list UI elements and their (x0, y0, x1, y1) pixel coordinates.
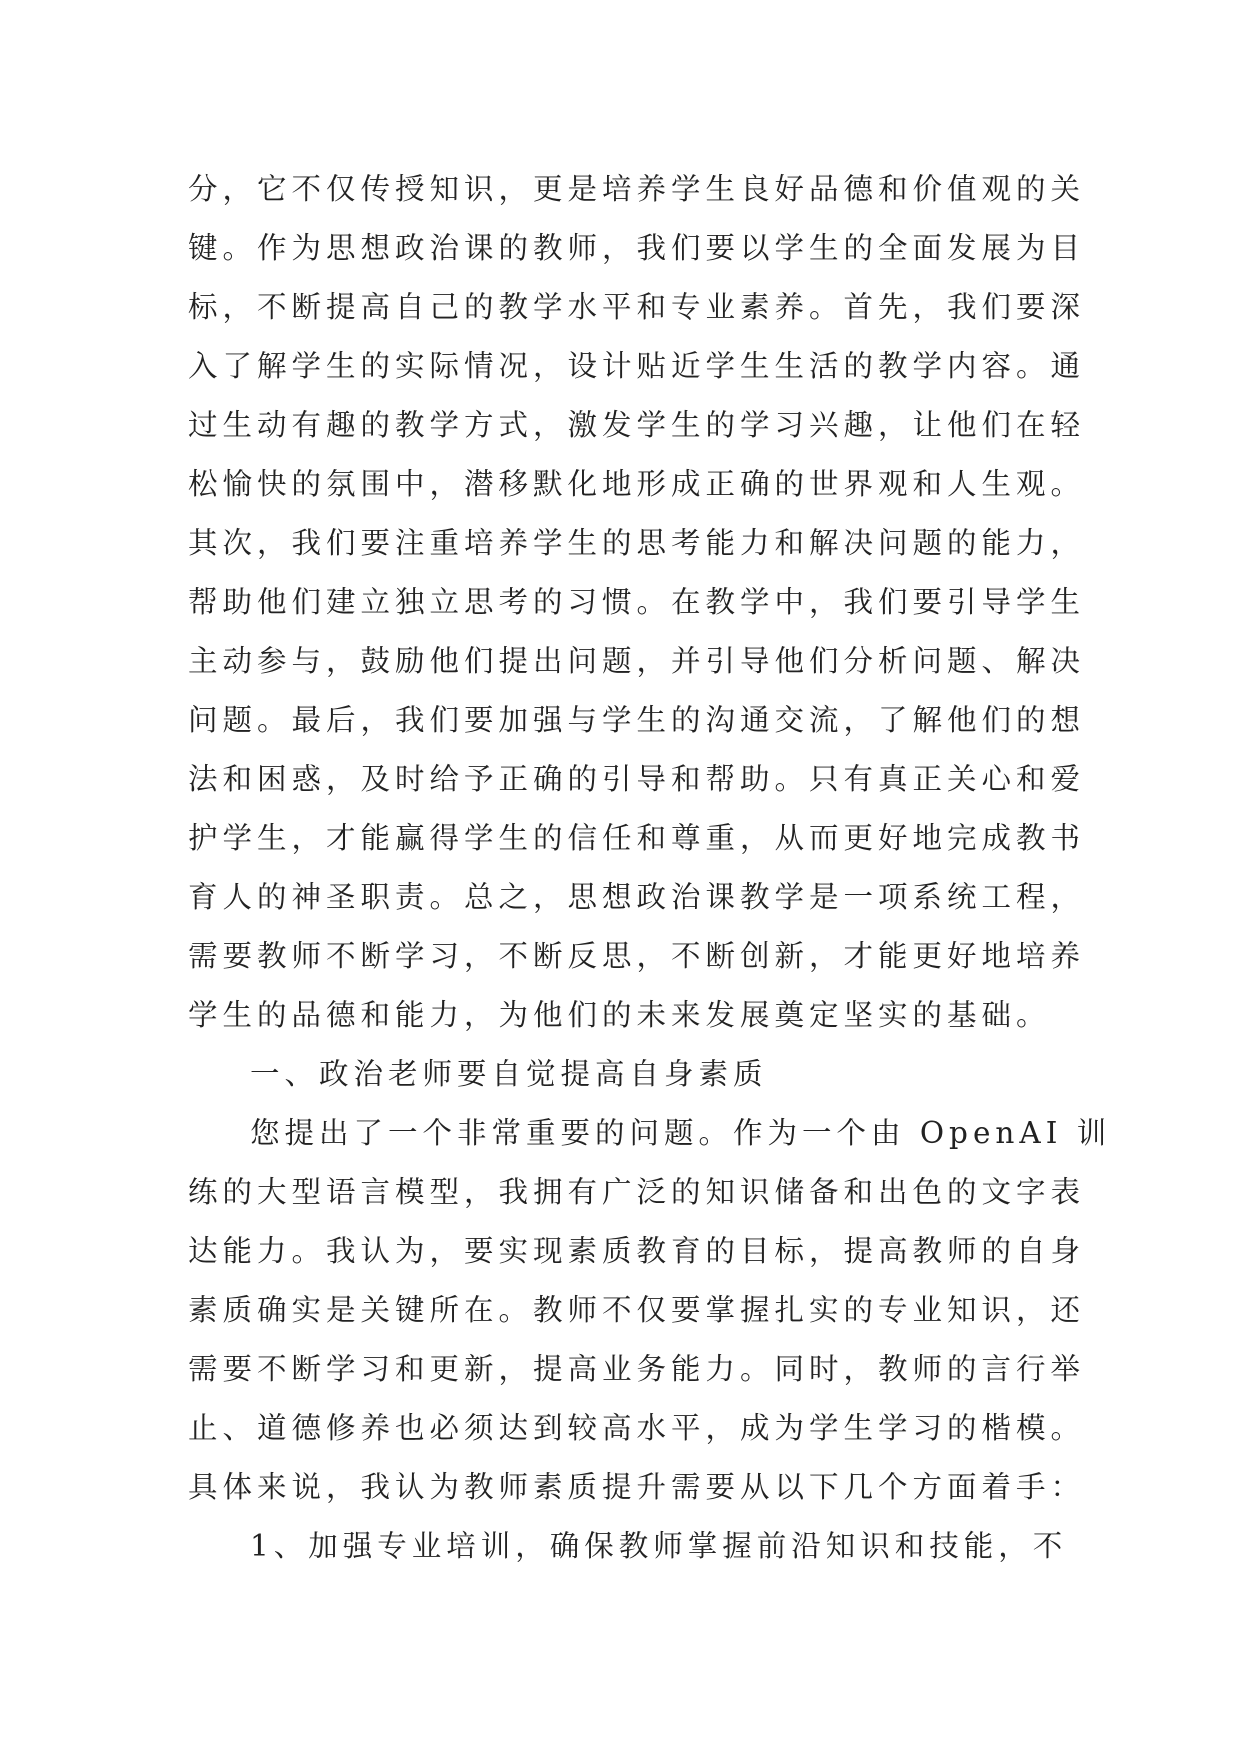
text-line: 具体来说，我认为教师素质提升需要从以下几个方面着手： (188, 1470, 1086, 1504)
text-line: 素质确实是关键所在。教师不仅要掌握扎实的专业知识，还 (188, 1293, 1086, 1327)
text-line: 帮助他们建立独立思考的习惯。在教学中，我们要引导学生 (188, 585, 1086, 619)
text-line: 松愉快的氛围中，潜移默化地形成正确的世界观和人生观。 (188, 467, 1086, 501)
text-line: 主动参与，鼓励他们提出问题，并引导他们分析问题、解决 (188, 644, 1086, 678)
text-line: 您提出了一个非常重要的问题。作为一个由 OpenAI 训 (250, 1116, 1112, 1150)
paragraph (188, 1104, 1112, 1517)
paragraph-continued (188, 160, 1086, 1045)
text-line: 法和困惑，及时给予正确的引导和帮助。只有真正关心和爱 (188, 762, 1086, 796)
list-item: 1、加强专业培训，确保教师掌握前沿知识和技能，不 (250, 1529, 1068, 1563)
section-heading: 一、政治老师要自觉提高自身素质 (250, 1057, 768, 1091)
text-line: 练的大型语言模型，我拥有广泛的知识储备和出色的文字表 (188, 1175, 1086, 1209)
text-line: 止、道德修养也必须达到较高水平，成为学生学习的楷模。 (188, 1411, 1086, 1445)
text-line: 达能力。我认为，要实现素质教育的目标，提高教师的自身 (188, 1234, 1086, 1268)
text-line: 其次，我们要注重培养学生的思考能力和解决问题的能力， (188, 526, 1086, 560)
text-line: 入了解学生的实际情况，设计贴近学生生活的教学内容。通 (188, 349, 1086, 383)
text-line: 分，它不仅传授知识，更是培养学生良好品德和价值观的关 (188, 172, 1086, 206)
text-line: 问题。最后，我们要加强与学生的沟通交流，了解他们的想 (188, 703, 1086, 737)
text-line: 键。作为思想政治课的教师，我们要以学生的全面发展为目 (188, 231, 1086, 265)
text-line: 标，不断提高自己的教学水平和专业素养。首先，我们要深 (188, 290, 1086, 324)
text-line: 需要教师不断学习，不断反思，不断创新，才能更好地培养 (188, 939, 1086, 973)
text-line: 护学生，才能赢得学生的信任和尊重，从而更好地完成教书 (188, 821, 1086, 855)
text-line: 需要不断学习和更新，提高业务能力。同时，教师的言行举 (188, 1352, 1086, 1386)
text-line: 学生的品德和能力，为他们的未来发展奠定坚实的基础。 (188, 998, 1051, 1032)
text-line: 育人的神圣职责。总之，思想政治课教学是一项系统工程， (188, 880, 1086, 914)
document-body (188, 160, 1112, 1576)
text-line: 过生动有趣的教学方式，激发学生的学习兴趣，让他们在轻 (188, 408, 1086, 442)
